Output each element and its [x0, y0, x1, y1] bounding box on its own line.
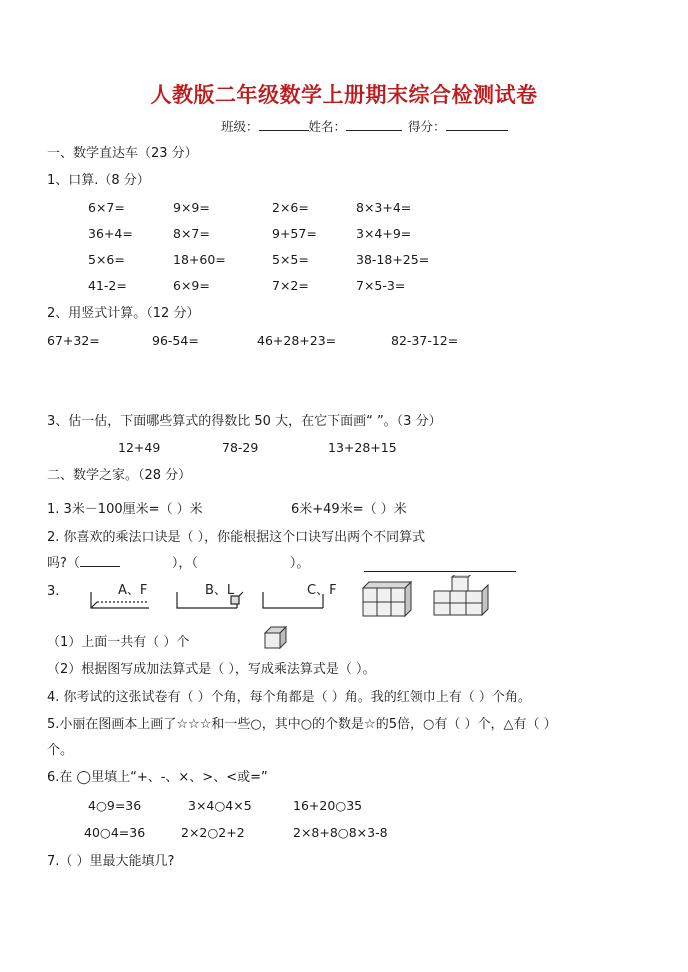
student-info-line — [221, 121, 508, 134]
section-1-heading: 一、数学直达车（23 分） — [47, 146, 198, 161]
label-b: B、L — [205, 583, 235, 598]
oral-calc-item: 2×6= — [272, 200, 309, 215]
compare-item: 4○9=36 — [88, 798, 142, 813]
cube-stack-1 — [363, 582, 411, 616]
class-blank[interactable] — [259, 129, 309, 131]
oral-calc-item: 5×5= — [272, 252, 309, 267]
compare-item: 2×8+8○8×3-8 — [293, 825, 388, 840]
oral-calc-item: 3×4+9= — [356, 226, 412, 241]
q2-text-b: ），（ — [171, 556, 198, 571]
compare-item: 40○4=36 — [84, 825, 146, 840]
oral-calc-item: 6×7= — [88, 200, 125, 215]
cube-icon — [262, 625, 288, 651]
estimate-item: 78-29 — [222, 440, 259, 455]
compare-item: 2×2○2+2 — [181, 825, 245, 840]
q2-text-c: ）。 — [289, 556, 310, 571]
oral-calc-item: 6×9= — [173, 278, 210, 293]
estimate-item: 12+49 — [118, 440, 161, 455]
oral-calc-item: 7×5-3= — [356, 278, 406, 293]
class-label: 班级： — [221, 119, 259, 134]
p2-question-5-line2: 个。 — [47, 743, 74, 758]
q2-blank-1[interactable] — [80, 565, 120, 567]
vertical-calc-item: 96-54= — [152, 333, 199, 348]
p2-question-3-number: 3. — [47, 584, 60, 599]
p2-question-3-sub1: （1）上面一共有（ ）个 — [47, 635, 190, 650]
vertical-calc-item: 82-37-12= — [391, 333, 459, 348]
vertical-calc-item: 46+28+23= — [257, 333, 337, 348]
question-3-heading: 3、估一估，下面哪些算式的得数比 50 大，在它下面画“ ”。（3 分） — [47, 414, 442, 429]
estimate-item: 13+28+15 — [328, 440, 397, 455]
section-2-heading: 二、数学之家。（28 分） — [47, 468, 192, 483]
p2-question-1-right: 6米+49米=（ ）米 — [291, 502, 407, 517]
q2-text-a: 吗?（ — [47, 556, 80, 571]
score-blank[interactable] — [446, 129, 508, 131]
oral-calc-item: 41-2= — [88, 278, 127, 293]
question-1-heading: 1、口算.（8 分） — [47, 173, 150, 188]
p2-question-5-line1: 5.小丽在图画本上画了☆☆☆和一些○，其中○的个数是☆的5倍，○有（ ）个，△有（ ） — [47, 717, 557, 732]
p2-question-1-left: 1. 3米－100厘米=（ ）米 — [47, 502, 203, 517]
page-title: 人教版二年级数学上册期末综合检测试卷 — [150, 82, 538, 107]
name-blank[interactable] — [346, 129, 402, 131]
cube-stack-2 — [432, 575, 498, 617]
p2-question-2-line2 — [47, 557, 309, 570]
oral-calc-item: 38-18+25= — [356, 252, 430, 267]
p2-question-2-line1: 2. 你喜欢的乘法口诀是（ ），你能根据这个口诀写出两个不同算式 — [47, 530, 426, 545]
compare-item: 16+20○35 — [293, 798, 363, 813]
oral-calc-item: 9+57= — [272, 226, 317, 241]
label-c: C、F — [307, 583, 337, 598]
vertical-calc-item: 67+32= — [47, 333, 100, 348]
p2-question-6-heading: 6.在 ◯里填上“+、-、×、>、<或=” — [47, 770, 268, 785]
label-a: A、F — [118, 583, 148, 598]
compare-item: 3×4○4×5 — [188, 798, 252, 813]
oral-calc-item: 8×7= — [173, 226, 210, 241]
oral-calc-item: 9×9= — [173, 200, 210, 215]
oral-calc-item: 7×2= — [272, 278, 309, 293]
p2-question-4: 4. 你考试的这张试卷有（ ）个角，每个角都是（ ）角。我的红领巾上有（ ）个角。 — [47, 690, 531, 705]
score-label: 得分： — [408, 119, 446, 134]
oral-calc-item: 36+4= — [88, 226, 133, 241]
cube-figures — [85, 570, 420, 640]
p2-question-7: 7.（ ）里最大能填几? — [47, 854, 175, 869]
question-2-heading: 2、用竖式计算。（12 分） — [47, 306, 200, 321]
oral-calc-item: 18+60= — [173, 252, 226, 267]
name-label: 姓名： — [308, 119, 347, 134]
oral-calc-item: 8×3+4= — [356, 200, 412, 215]
oral-calc-item: 5×6= — [88, 252, 125, 267]
p2-question-3-sub2: （2）根据图写成加法算式是（ ），写成乘法算式是（ ）。 — [47, 662, 376, 677]
